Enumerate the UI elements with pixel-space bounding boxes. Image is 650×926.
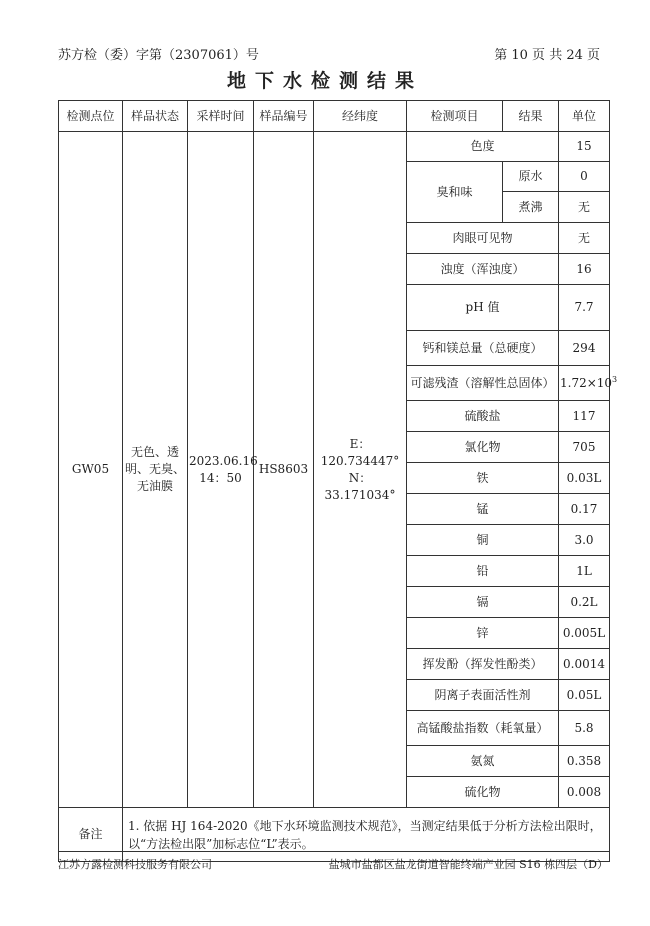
item-cell: 浊度（浑浊度） [407, 254, 559, 285]
header-cell: 样品状态 [123, 101, 188, 132]
result-cell: 0.0014 [559, 649, 610, 680]
item-cell: 镉 [407, 587, 559, 618]
item-cell: 硫酸盐 [407, 401, 559, 432]
result-cell: 0.2L [559, 587, 610, 618]
item-cell: 铜 [407, 525, 559, 556]
page-title: 地下水检测结果 [226, 70, 423, 92]
header-cell: 样品编号 [254, 101, 314, 132]
item-cell: 阴离子表面活性剂 [407, 680, 559, 711]
result-cell: 0.03L [559, 463, 610, 494]
result-exponent: 3 [612, 374, 618, 384]
item-cell: 硫化物 [407, 777, 559, 808]
header-cell: 经纬度 [314, 101, 407, 132]
item-cell: 原水 [503, 162, 559, 192]
result-cell: 294 [559, 331, 610, 366]
result-cell: 7.7 [559, 285, 610, 331]
note-label: 备注 [59, 808, 123, 862]
table-row [59, 132, 610, 162]
result-cell: 无 [559, 223, 610, 254]
result-cell: 0.008 [559, 777, 610, 808]
result-cell: 15 [559, 132, 610, 162]
report-number: 苏方检（委）字第（2307061）号 [58, 48, 259, 63]
footer-company: 江苏方露检测科技服务有限公司 [58, 858, 212, 871]
header-cell: 采样时间 [188, 101, 254, 132]
result-cell: 0 [559, 162, 610, 192]
result-cell: 0.358 [559, 746, 610, 777]
header-cell: 检测点位 [59, 101, 123, 132]
results-table [58, 100, 618, 862]
header-row [59, 101, 610, 132]
result-cell: 3.0 [559, 525, 610, 556]
result-cell: 无 [559, 192, 610, 223]
result-cell: 0.17 [559, 494, 610, 525]
page-info: 第 10 页 共 24 页 [494, 48, 600, 63]
result-base: 1.72×10 [560, 375, 613, 390]
header-cell: 检测项目 [407, 101, 503, 132]
location-cell: GW05 [59, 132, 123, 808]
result-cell: 705 [559, 432, 610, 463]
item-cell: 钙和镁总量（总硬度） [407, 331, 559, 366]
result-cell: 0.005L [559, 618, 610, 649]
item-cell: 铅 [407, 556, 559, 587]
item-cell: 高锰酸盐指数（耗氧量） [407, 711, 559, 746]
item-cell: 锰 [407, 494, 559, 525]
note-text: 1. 依据 HJ 164-2020《地下水环境监测技术规范》，当测定结果低于分析方法检出限时，以“方法检出限”加标志位“L”表示。 [123, 808, 610, 862]
footer-divider [58, 851, 609, 852]
item-cell: 锌 [407, 618, 559, 649]
sample-state-cell: 无色、透明、无臭、无油膜 [123, 132, 188, 808]
sample-time-cell: 2023.06.16 14：50 [188, 132, 254, 808]
coordinates-cell [314, 132, 407, 808]
result-cell: 16 [559, 254, 610, 285]
sample-id-cell: HS8603 [254, 132, 314, 808]
item-cell: 可滤残渣（溶解性总固体） [407, 366, 559, 401]
item-cell: pH 值 [407, 285, 559, 331]
result-cell: 5.8 [559, 711, 610, 746]
item-cell: 氨氮 [407, 746, 559, 777]
header-cell: 单位 [559, 101, 610, 132]
item-cell: 铁 [407, 463, 559, 494]
item-cell: 肉眼可见物 [407, 223, 559, 254]
header-cell: 结果 [503, 101, 559, 132]
longitude-text: E：120.734447° [320, 436, 400, 468]
odor-group-label: 臭和味 [407, 162, 503, 223]
result-cell: 0.05L [559, 680, 610, 711]
footer-address: 盐城市盐都区盐龙街道智能终端产业园 S16 栋四层（D） [328, 858, 608, 871]
latitude-text: N：33.171034° [324, 470, 396, 502]
result-cell [559, 366, 618, 401]
result-cell: 117 [559, 401, 610, 432]
item-cell: 氯化物 [407, 432, 559, 463]
result-cell: 1L [559, 556, 610, 587]
item-cell: 煮沸 [503, 192, 559, 223]
item-cell: 色度 [407, 132, 559, 162]
item-cell: 挥发酚（挥发性酚类） [407, 649, 559, 680]
note-row [59, 808, 610, 862]
